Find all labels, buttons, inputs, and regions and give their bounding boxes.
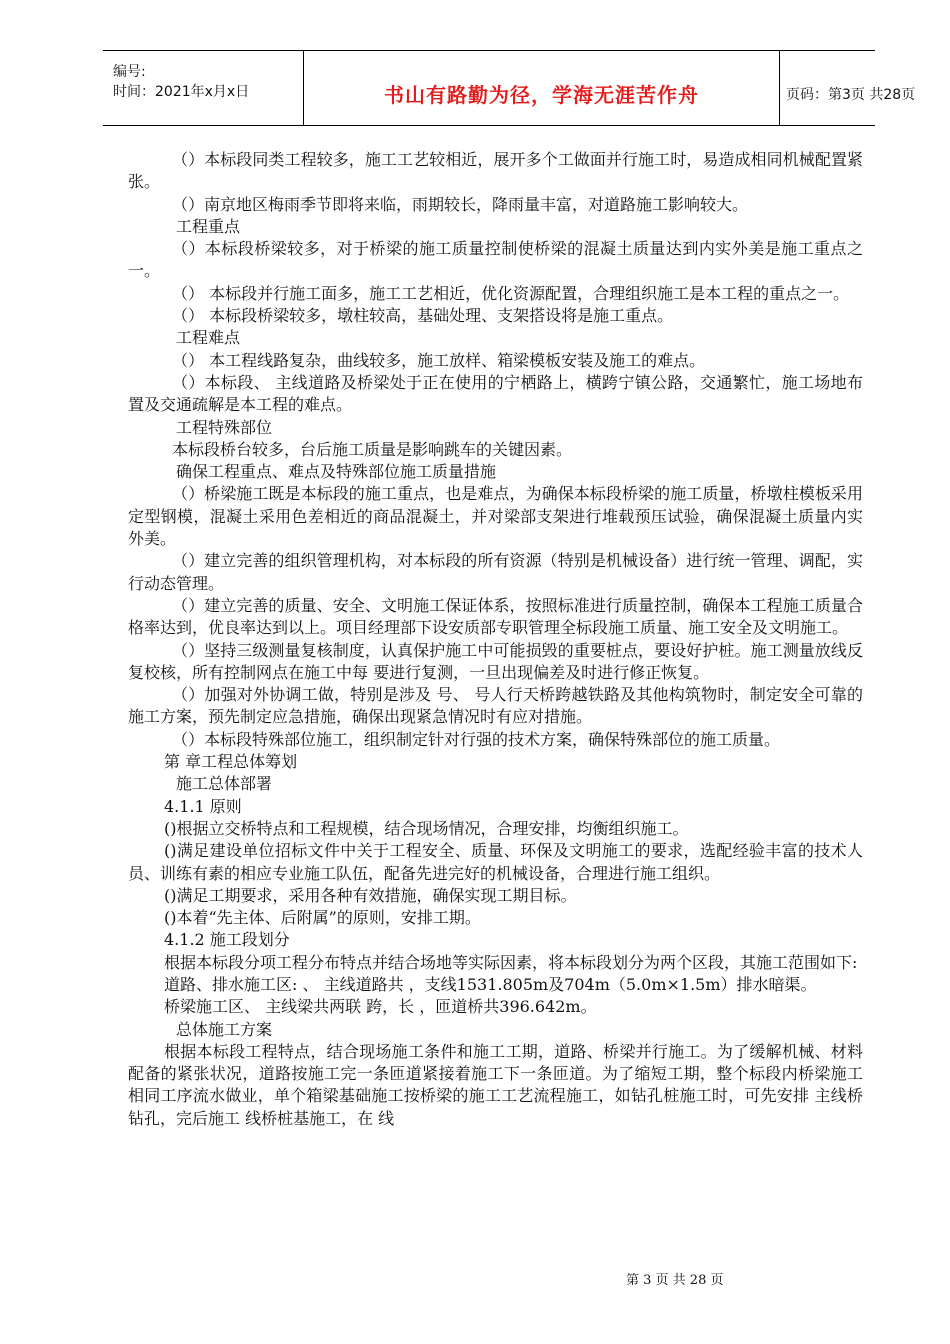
subsection-heading: 4.1.1 原则 (164, 796, 242, 816)
body-paragraph: （）建立完善的组织管理机构，对本标段的所有资源（特别是机械设备）进行统一管理、调配，实行动态管理。 (128, 551, 863, 593)
document-number-label: 编号: (113, 64, 146, 80)
header-meta-cell (103, 51, 303, 125)
header-motto-cell (303, 51, 780, 125)
section-heading: 施工总体部署 (176, 774, 273, 794)
body-paragraph: （） 本标段并行施工面多，施工工艺相近，优化资源配置，合理组织施工是本工程的重点之一。 (172, 283, 850, 303)
subsection-heading: 4.1.2 施工段划分 (164, 930, 290, 950)
body-paragraph: （）坚持三级测量复核制度，认真保护施工中可能损毁的重要桩点，要设好护桩。施工测量放线反复校核，所有控制网点在施工中每 要进行复测，一旦出现偏差及时进行修正恢复。 (128, 640, 863, 682)
body-paragraph: 桥梁施工区、 主线梁共两联 跨，长 ，匝道桥共396.642m。 (164, 997, 597, 1017)
section-heading: 工程难点 (176, 328, 241, 348)
body-paragraph: （）加强对外协调工做，特别是涉及 号、 号人行天桥跨越铁路及其他构筑物时，制定安全可靠的施工方案，预先制定应急措施，确保出现紧急情况时有应对措施。 (128, 685, 863, 727)
body-paragraph: （）桥梁施工既是本标段的施工重点，也是难点，为确保本标段桥梁的施工质量，桥墩柱模板采用定型钢模，混凝土采用色差相近的商品混凝土，并对梁部支架进行堆载预压试验，确保混凝土质量内实外美。 (128, 484, 863, 549)
body-paragraph: （）建立完善的质量、安全、文明施工保证体系，按照标准进行质量控制，确保本工程施工质量合格率达到，优良率达到以上。项目经理部下设安质部专职管理全标段施工质量、施工安全及文明施工。 (128, 595, 863, 638)
body-paragraph: （） 本标段桥梁较多，墩柱较高，基础处理、支架搭设将是施工重点。 (172, 306, 674, 326)
page-header (103, 50, 916, 126)
header-page-info: 页码：第3页 共28页 (786, 87, 916, 103)
section-heading: 总体施工方案 (176, 1019, 273, 1039)
body-paragraph: ()根据立交桥特点和工程规模，结合现场情况，合理安排，均衡组织施工。 (164, 818, 689, 838)
body-paragraph: （）本标段桥梁较多，对于桥梁的施工质量控制使桥梁的混凝土质量达到内实外美是施工重点之一。 (128, 239, 863, 281)
document-body (128, 149, 863, 1130)
header-page-cell (778, 51, 916, 125)
section-heading: 确保工程重点、难点及特殊部位施工质量措施 (176, 462, 497, 482)
body-paragraph: （）本标段同类工程较多，施工工艺较相近，展开多个工做面并行施工时，易造成相同机械配置紧张。 (128, 150, 863, 192)
header-motto: 书山有路勤为径，学海无涯苦作舟 (384, 83, 699, 107)
body-paragraph: 根据本标段分项工程分布特点并结合场地等实际因素，将本标段划分为两个区段，其施工范围如下: (164, 952, 858, 972)
body-paragraph: ()本着“先主体、后附属”的原则，安排工期。 (164, 908, 481, 928)
body-paragraph: （）本标段特殊部位施工，组织制定针对行强的技术方案，确保特殊部位的施工质量。 (172, 729, 781, 749)
body-paragraph: 道路、排水施工区: 、 主线道路共 ，支线1531.805m及704m（5.0m×1.5m）排水暗渠。 (164, 974, 817, 994)
page-footer: 第 3 页 共 28 页 (626, 1273, 724, 1288)
section-heading: 工程特殊部位 (176, 417, 273, 437)
body-paragraph: （）南京地区梅雨季节即将来临，雨期较长，降雨量丰富，对道路施工影响较大。 (172, 194, 749, 214)
body-paragraph: 本标段桥台较多，台后施工质量是影响跳车的关键因素。 (172, 439, 573, 459)
section-heading: 工程重点 (176, 216, 241, 236)
body-paragraph: ()满足工期要求，采用各种有效措施，确保实现工期目标。 (164, 885, 577, 905)
body-paragraph: （） 本工程线路复杂，曲线较多，施工放样、箱梁模板安装及施工的难点。 (172, 350, 706, 370)
body-paragraph: （）本标段、 主线道路及桥梁处于正在使用的宁栖路上，横跨宁镇公路，交通繁忙，施工场地布置及交通疏解是本工程的难点。 (128, 372, 863, 415)
chapter-heading: 第 章工程总体筹划 (164, 752, 298, 772)
body-paragraph: 根据本标段工程特点，结合现场施工条件和施工工期，道路、桥梁并行施工。为了缓解机械、材料配备的紧张状况，道路按施工完一条匝道紧接着施工下一条匝道。为了缩短工期，整个标段内桥梁施工相同工序流水做业，单个箱梁基础施工按桥梁的施工工艺流程施工，如钻孔桩施工时，可先安排 主线桥钻孔，完后施工 线桥桩基施工，在 线 (128, 1041, 863, 1128)
document-time-label: 时间：2021年x月x日 (113, 84, 250, 100)
body-paragraph: ()满足建设单位招标文件中关于工程安全、质量、环保及文明施工的要求，选配经验丰富的技术人员、训练有素的相应专业施工队伍，配备先进完好的机械设备，合理进行施工组织。 (128, 841, 863, 883)
